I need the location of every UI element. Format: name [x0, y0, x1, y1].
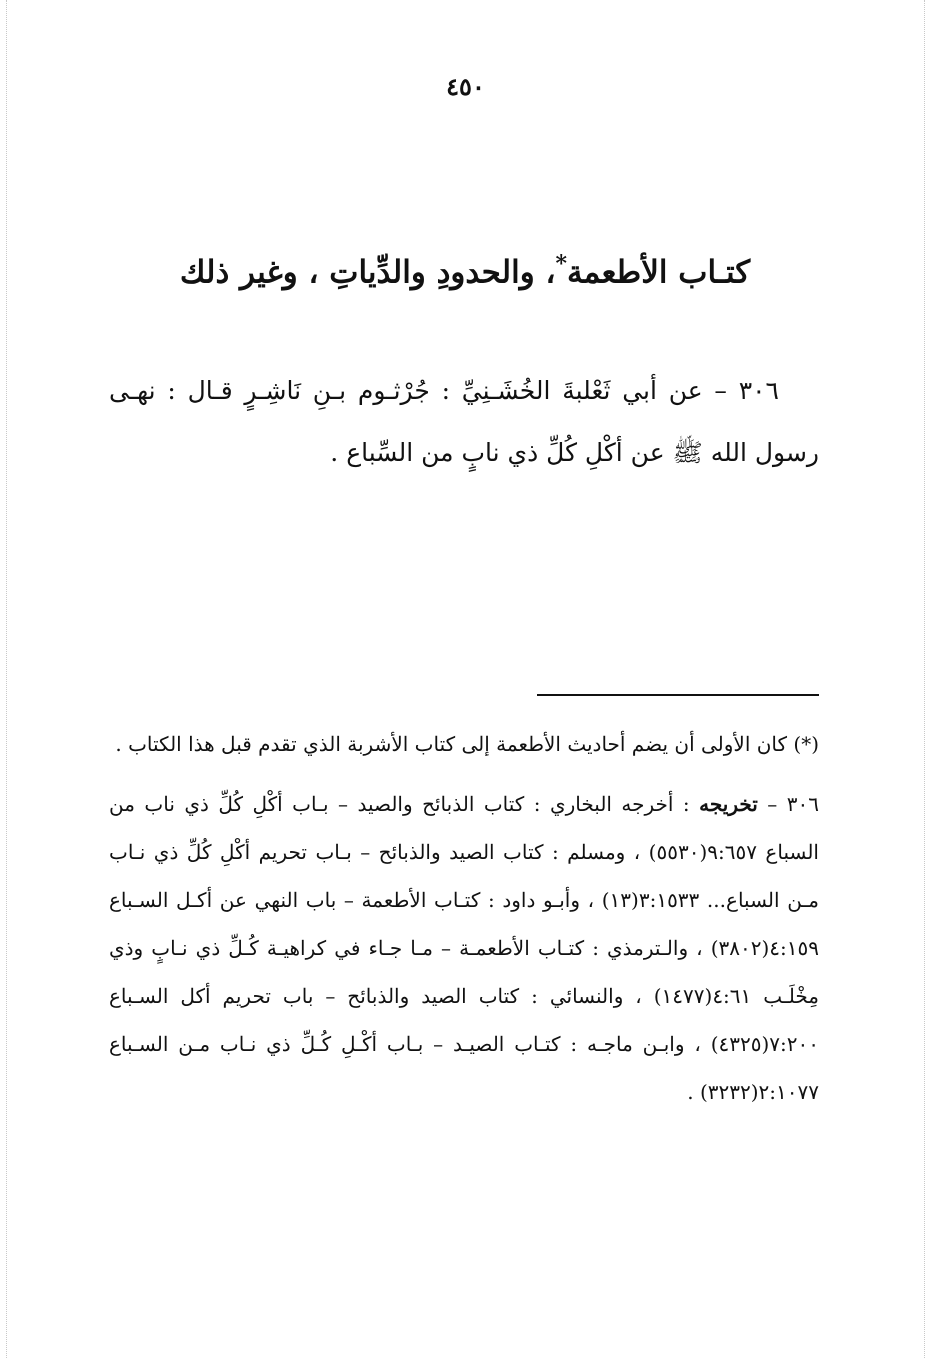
- hadith-text: ٣٠٦ – عن أبي ثَعْلبةَ الخُشَـنِيِّ : جُرْثـوم بـنِ نَاشِـرٍ قـال : نهـى رسول الله ﷺ عن أكْلِ كُلِّ ذي نابٍ من السِّباع .: [109, 376, 819, 467]
- page-number: ٤٥٠: [446, 72, 485, 101]
- chapter-title: [110, 250, 820, 293]
- footnote-asterisk: (*) كان الأولى أن يضم أحاديث الأطعمة إلى كتاب الأشربة الذي تقدم قبل هذا الكتاب .: [115, 732, 819, 756]
- takhrij-label: تخريجه: [699, 792, 758, 816]
- takhrij-number: ٣٠٦ –: [757, 792, 819, 816]
- chapter-footnote-mark: *: [555, 251, 568, 277]
- scan-edge-left: [6, 0, 7, 1358]
- chapter-title-main: كتـاب الأطعمة: [567, 254, 751, 291]
- footnotes-section: [109, 720, 819, 1128]
- takhrij-text: : أخرجه البخاري : كتاب الذبائح والصيد – بـاب أكْلِ كُلِّ ذي ناب من السباع ٩:٦٥٧(٥٥٣٠) ، ومسلم : كتاب الصيد والذبائح – بـاب تحريم أكْلِ كُلِّ ذي نـاب مـن السباع... ٣:١٥٣٣(١٣) ، وأبـو داود : كتـاب الأطعمة – باب النهي عن أكـل السـباع ٤:١٥٩(٣٨٠٢) ، والـترمذي : كتـاب الأطعمـة – مـا جـاء في كراهيـة كُـلِّ ذي نـابٍ وذي مِخْلَـب ٤:٦١(١٤٧٧) ، والنسائي : كتاب الصيد والذبائح – باب تحريم أكل السـباع ٧:٢٠٠(٤٣٢٥) ، وابـن ماجـه : كتـاب الصيـد – بـاب أكْـلِ كُـلِّ ذي نـاب مـن السـباع ٢:١٠٧٧(٣٢٣٢) .: [109, 792, 820, 1104]
- hadith-body: [109, 360, 819, 484]
- scan-edge-right: [924, 0, 925, 1358]
- footnote-takhrij: [109, 780, 819, 1116]
- footnote-separator: [537, 694, 819, 696]
- chapter-title-rest: ، والحدودِ والدِّياتِ ، وغير ذلك: [179, 254, 556, 291]
